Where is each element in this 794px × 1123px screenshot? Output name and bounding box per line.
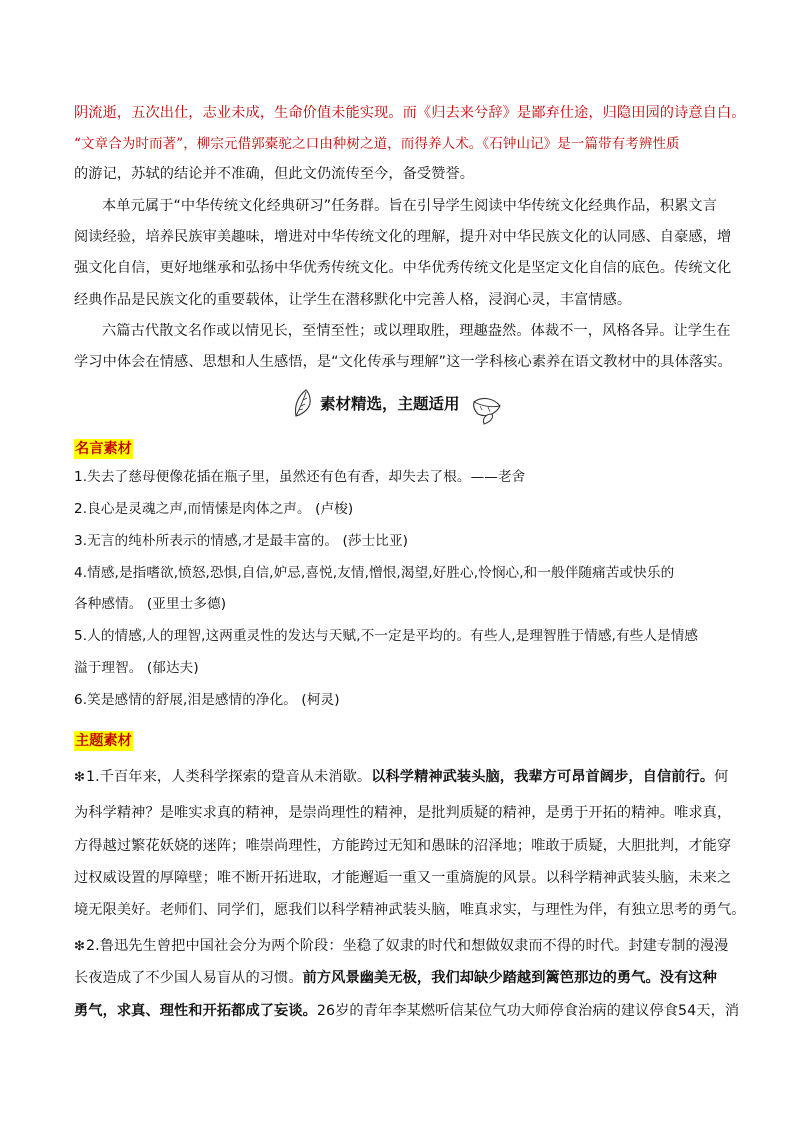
para1-line-1: 本单元属于“中华传统文化经典研习”任务群。旨在引导学生阅读中华传统文化经典作品，积累文言 [102,198,717,214]
quote-line-8: 6.笑是感情的舒展,泪是感情的净化。 (柯灵) [74,692,340,708]
banner-title: 素材精选，主题适用 [320,395,460,413]
quote-line-4: 4.情感,是指嗜欲,愤怒,恐惧,自信,妒忌,喜悦,友情,憎恨,渴望,好胜心,怜悯心,和一般伴随痛苦或快乐的 [74,565,675,581]
theme-item-2-text-b: 26岁的青年李某燃听信某位气功大师停食治病的建议停食54天，消 [316,1003,740,1019]
para1-line-2: 阅读经验，培养民族审美趣味，增进对中华传统文化的理解，提升对中华民族文化的认同感、自豪感，增 [74,229,732,245]
para2-line-2: 学习中体会在情感、思想和人生感悟，是“文化传承与理解”这一学科核心素养在语文教材中的具体落实。 [74,354,732,370]
para1-line-3: 强文化自信，更好地继承和弘扬中华优秀传统文化。中华优秀传统文化是坚定文化自信的底色。传统文化 [74,260,732,276]
snowflake-icon: ❇ [74,939,85,954]
theme-item-2-line-1 [74,936,734,957]
quote-line-1: 1.失去了慈母便像花插在瓶子里，虽然还有色有香，却失去了根。——老舍 [74,469,526,485]
intro-line-2: “文章合为时而著”，柳宗元借郭橐驼之口由种树之道，而得养人术。《石钟山记》是一篇带有考辨性质 [74,136,680,152]
theme-item-1-bold: 以科学精神武装头脑，我辈方可昂首阔步，自信前行。 [371,769,715,785]
theme-item-1-line-2: 为科学精神？是唯实求真的精神，是崇尚理性的精神，是批判质疑的精神，是勇于开拓的精神。唯求真， [74,805,732,821]
theme-item-2-text: 2.鲁迅先生曾把中国社会分为两个阶段：坐稳了奴隶的时代和想做奴隶而不得的时代。封建专制的漫漫 [86,938,729,954]
intro-line-3: 的游记，苏轼的结论并不准确，但此文仍流传至今，备受赞誉。 [74,166,475,182]
leaf-left-icon [292,386,318,420]
intro-line-1: 阴流逝，五次出仕，志业未成，生命价值未能实现。而《归去来兮辞》是鄙弃仕途，归隐田园的诗意自白。 [74,105,746,121]
section-banner [292,384,504,426]
theme-item-1-line-1 [74,767,734,788]
snowflake-icon: ❇ [74,770,85,785]
para1-line-4: 经典作品是民族文化的重要载体，让学生在潜移默化中完善人格，浸润心灵，丰富情感。 [74,292,632,308]
quote-line-7: 溢于理智。 (郁达夫) [74,660,199,676]
quote-line-3: 3.无言的纯朴所表示的情感,才是最丰富的。 (莎士比亚) [74,533,409,549]
quote-line-5: 各种感情。 (亚里士多德) [74,596,227,612]
theme-section-label: 主题素材 [75,733,132,749]
theme-item-2-text-a: 长夜造成了不少国人易盲从的习惯。 [74,970,303,986]
theme-item-1-line-4: 过权威设置的厚障壁；唯不断开拓进取，才能邂逅一重又一重旖旎的风景。以科学精神武装头脑，未来之 [74,870,732,886]
leaf-right-icon [470,394,504,426]
quotes-section-label: 名言素材 [75,441,132,457]
theme-item-1-text-c: 何 [714,769,729,785]
theme-item-1-line-5: 境无限美好。老师们、同学们，愿我们以科学精神武装头脑，唯真求实，与理性为伴，有独立思考的勇气。 [74,902,746,918]
quote-line-6: 5.人的情感,人的理智,这两重灵性的发达与天赋,不一定是平均的。有些人,是理智胜于情感,有些人是情感 [74,628,699,644]
theme-item-2-bold-b: 勇气，求真、理性和开拓都成了妄谈。 [74,1003,317,1019]
theme-item-1-text-a: 1.千百年来，人类科学探索的跫音从未消歇。 [86,769,372,785]
theme-item-2-bold-a: 前方风景幽美无极，我们却缺少踏越到篱笆那边的勇气。没有这种 [302,970,717,986]
para2-line-1: 六篇古代散文名作或以情见长，至情至性；或以理取胜，理趣盎然。体裁不一，风格各异。让学生在 [102,323,731,339]
theme-item-1-line-3: 方得越过繁花妖娆的迷阵；唯崇尚理性，方能跨过无知和愚昧的沼泽地；唯敢于质疑，大胆批判，才能穿 [74,838,732,854]
theme-item-2-line-2 [74,968,734,988]
quote-line-2: 2.良心是灵魂之声,而情愫是肉体之声。 (卢梭) [74,501,354,517]
theme-item-2-line-3 [74,1001,740,1021]
